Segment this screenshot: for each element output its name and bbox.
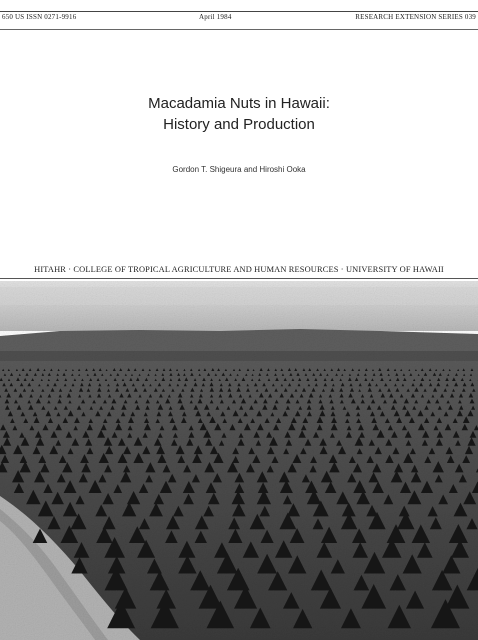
series-number: RESEARCH EXTENSION SERIES 039 xyxy=(355,13,476,21)
author-names: Gordon T. Shigeura and Hiroshi Ooka xyxy=(172,165,306,174)
header-rule xyxy=(0,29,478,30)
orchard-photo xyxy=(0,281,478,640)
title-line-1: Macadamia Nuts in Hawaii: xyxy=(148,95,330,112)
header-bar xyxy=(0,11,478,25)
cloud-band xyxy=(0,287,478,305)
affiliation-rule xyxy=(0,278,478,279)
issn-number: 650 US ISSN 0271-9916 xyxy=(2,13,77,21)
title-line-2: History and Production xyxy=(163,116,315,133)
affiliation-line: HITAHR · COLLEGE OF TROPICAL AGRICULTURE AND HUMAN RESOURCES · UNIVERSITY OF HAWAII xyxy=(34,265,444,274)
publication-date: April 1984 xyxy=(199,13,232,21)
